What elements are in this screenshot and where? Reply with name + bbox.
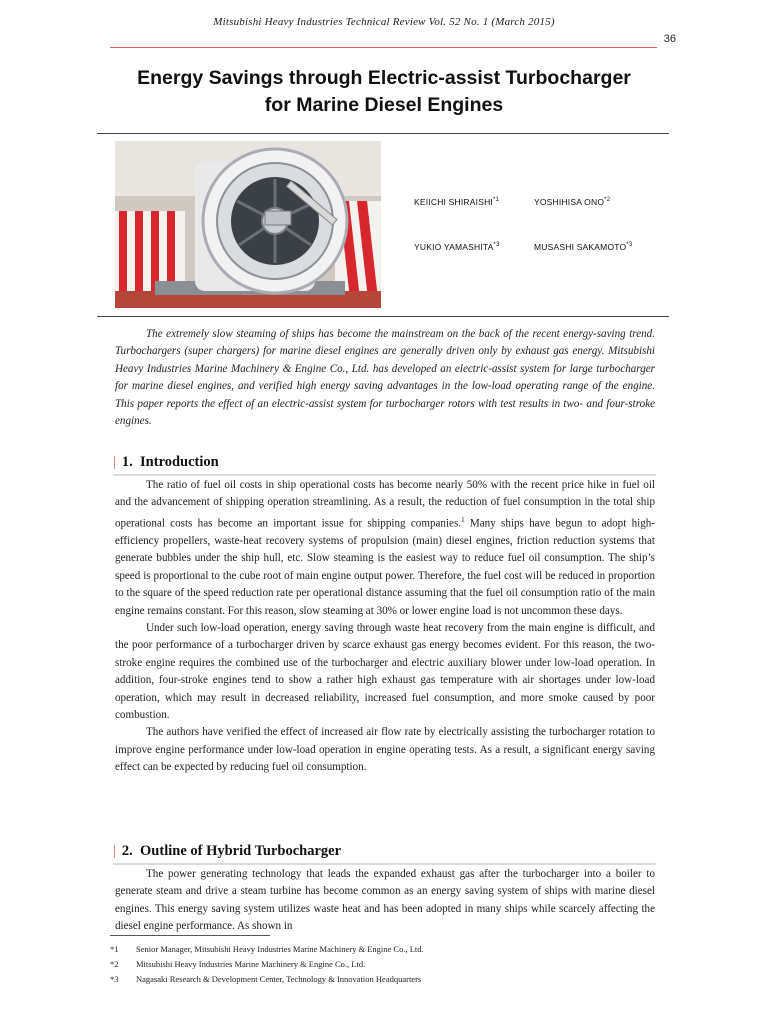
section-1-paragraph-3: The authors have verified the effect of increased air flow rate by electrically assisting the turbocharger rotation to improve engine performance under low-load operation in engine operating tests. As a result, a significant energy saving effect can be expected by reducing fuel oil consumption. — [115, 726, 655, 774]
turbocharger-photo-image — [115, 141, 381, 308]
footnote-3-text: Nagasaki Research & Development Center, Technology & Innovation Headquarters — [136, 974, 422, 984]
footnote-1-text: Senior Manager, Mitsubishi Heavy Industries Marine Machinery & Engine Co., Ltd. — [136, 944, 424, 954]
footnote-3-mark: *3 — [110, 974, 119, 984]
section-1-body — [115, 477, 655, 777]
author-1 — [414, 197, 499, 207]
author-3 — [414, 242, 500, 252]
author-2 — [534, 197, 610, 207]
author-2-mark: *2 — [604, 197, 611, 204]
author-3-name: YUKIO YAMASHITA — [414, 242, 494, 252]
footnote-2 — [110, 958, 365, 970]
footnote-3 — [110, 973, 421, 985]
section-1-number: 1. — [121, 454, 133, 470]
heading-marker: | — [113, 843, 116, 859]
author-4-mark: *3 — [626, 242, 633, 249]
reference-1: 1 — [461, 515, 465, 524]
title-rule-bottom — [97, 316, 669, 317]
footnote-divider — [110, 935, 270, 936]
journal-header: Mitsubishi Heavy Industries Technical Review Vol. 52 No. 1 (March 2015) — [213, 16, 555, 28]
author-3-mark: *3 — [493, 242, 500, 249]
section-1-paragraph-1-part-a: The ratio of fuel oil costs in ship operational costs has become nearly 50% with the recent price hike in fuel oil and the advancement of shipping operation streamlining. As a result, the reduction of fuel consumption in the total ship operational costs has become an important issue for shipping companies. — [115, 479, 655, 530]
section-2-title: Outline of Hybrid Turbocharger — [140, 843, 342, 859]
section-2-body — [115, 866, 655, 936]
footnote-1-mark: *1 — [110, 944, 119, 954]
paper-title — [80, 65, 688, 119]
section-1-paragraph-1-part-b: Many ships have begun to adopt high-efficiency propellers, waste-heat recovery systems of propulsion (main) diesel engines, friction reduction systems that generate bubbles under the ship hull, etc. Slow steaming is the easiest way to reduce fuel oil consumption. The ship’s speed is proportional to the cube root of main engine output power. Therefore, the fuel cost will be reduced in proportion to the square of the speed reduction rate per operational distance assuming that the fuel oil consumption ratio of the main engine remains constant. For this reason, slow steaming at 30% or lower engine load is not uncommon these days. — [115, 517, 655, 617]
section-1-paragraph-1 — [115, 477, 655, 620]
turbocharger-photo — [115, 141, 381, 308]
title-rule-top — [97, 133, 669, 134]
footnote-1 — [110, 943, 424, 955]
header-divider — [110, 47, 657, 48]
section-2-paragraph-1: The power generating technology that leads the expanded exhaust gas after the turbocharger into a boiler to generate steam and drive a steam turbine has become common as an energy saving system of ships with marine diesel engines. This energy saving system utilizes waste heat and has been adopted in many ships while scarcely affecting the diesel engine performance. As shown in — [115, 868, 655, 933]
section-1-title: Introduction — [140, 454, 219, 470]
author-4-name: MUSASHI SAKAMOTO — [534, 242, 627, 252]
author-1-name: KEIICHI SHIRAISHI — [414, 197, 493, 207]
heading-marker: | — [113, 454, 116, 470]
section-heading-introduction — [113, 454, 656, 476]
section-2-number: 2. — [121, 843, 133, 859]
section-1-paragraph-2: Under such low-load operation, energy saving through waste heat recovery from the main engine is difficult, and the poor performance of a turbocharger driven by scarce exhaust gas energy becomes evident. For this reason, the two-stroke engine requires the combined use of the turbocharger and electric auxiliary blower under low-load operation. In addition, four-stroke engines tend to show a rather high exhaust gas temperature with air shortages under low-load operation, which may result in decreased reliability, increased fuel consumption, and more smoke caused by poor combustion. — [115, 621, 655, 721]
page-number: 36 — [663, 33, 676, 45]
paper-title-line-1: Energy Savings through Electric-assist Turbocharger — [137, 67, 631, 89]
footnote-2-mark: *2 — [110, 959, 119, 969]
author-2-name: YOSHIHISA ONO — [534, 197, 605, 207]
paper-title-line-2: for Marine Diesel Engines — [264, 94, 504, 116]
section-heading-outline — [113, 843, 656, 865]
footnote-2-text: Mitsubishi Heavy Industries Marine Machinery & Engine Co., Ltd. — [136, 959, 366, 969]
author-4 — [534, 242, 632, 252]
author-1-mark: *1 — [492, 197, 500, 204]
abstract: The extremely slow steaming of ships has become the mainstream on the back of the recent energy-saving trend. Turbochargers (super chargers) for marine diesel engines are generally driven only by exhaust gas energy. Mitsubishi Heavy Industries Marine Machinery & Engine Co., Ltd. has developed an electric-assist system for large turbocharger for marine diesel engines, and verified high energy saving advantages in the low-load operating range of the engine. This paper reports the effect of an electric-assist system for turbocharger rotors with test results in two- and four-stroke engines. — [115, 328, 655, 428]
